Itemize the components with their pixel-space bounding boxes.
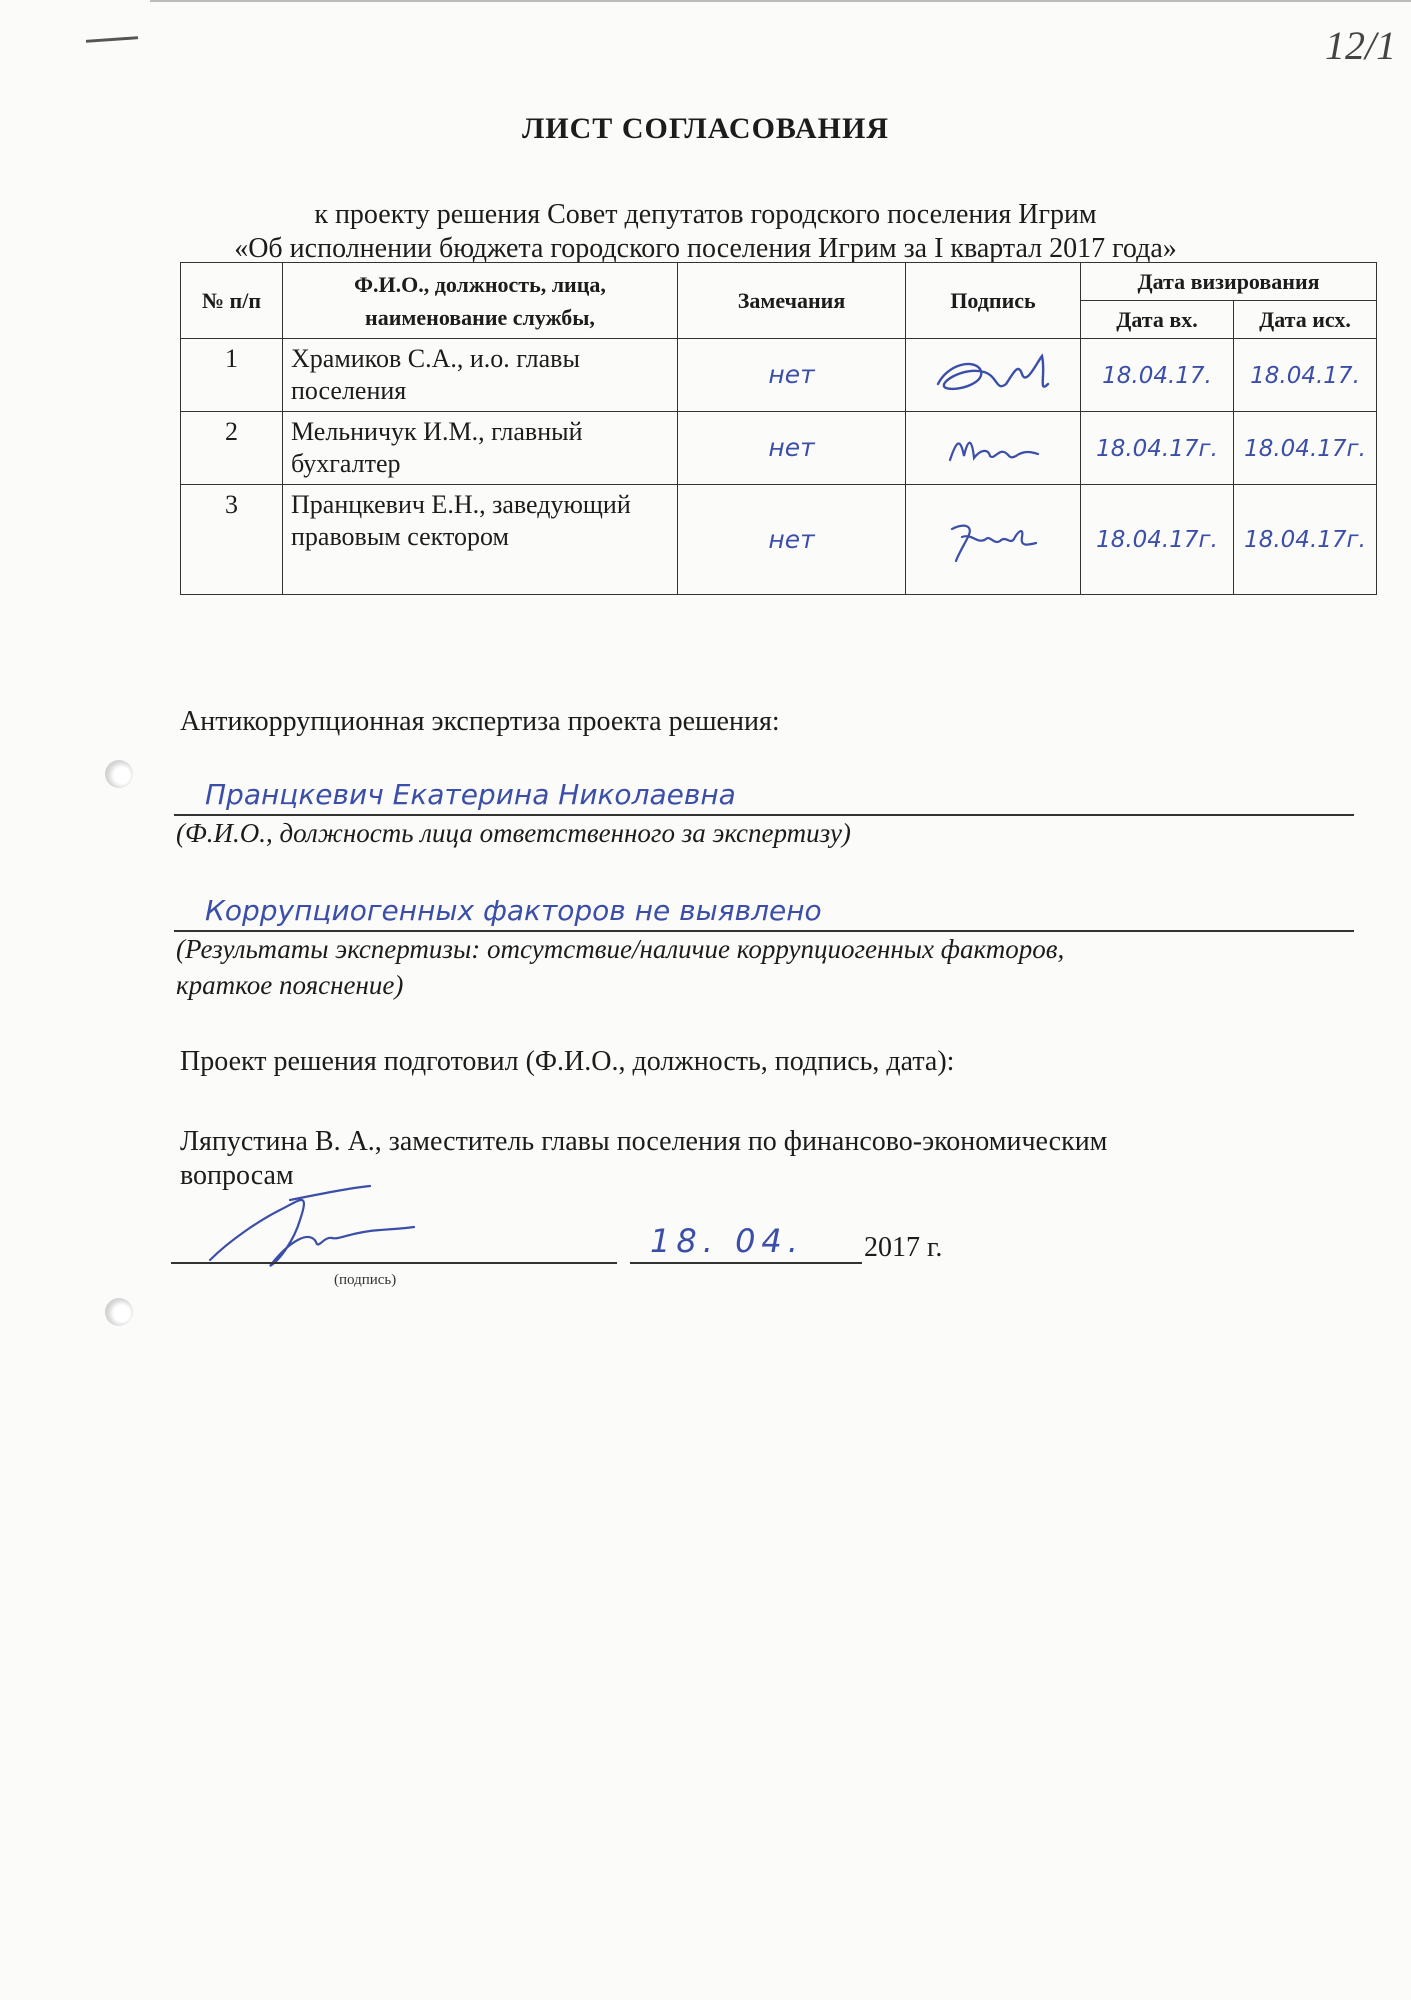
row-number: 2 — [181, 412, 283, 485]
responsible-underline — [174, 814, 1354, 816]
handwritten-date: 18. 04. — [650, 1222, 804, 1260]
corner-mark — [86, 36, 138, 43]
row-number: 1 — [181, 339, 283, 412]
approval-table — [180, 262, 1377, 595]
handwritten-remarks: нет — [768, 433, 815, 462]
prepared-person-line1: Ляпустина В. А., заместитель главы поселения по финансово-экономическим — [180, 1126, 1108, 1157]
row-remarks — [678, 485, 906, 595]
result-caption-line2: краткое пояснение) — [176, 970, 404, 1000]
page-number: 12/1 — [1325, 23, 1397, 68]
year-suffix: 2017 г. — [864, 1232, 943, 1263]
row-signature — [906, 485, 1081, 595]
header-remarks: Замечания — [678, 263, 906, 339]
punch-hole — [105, 760, 133, 788]
table-row — [181, 339, 1377, 412]
signature-icon — [938, 428, 1048, 468]
prepared-label: Проект решения подготовил (Ф.И.О., должность, подпись, дата): — [180, 1046, 955, 1077]
punch-hole — [105, 1298, 133, 1326]
document-title: ЛИСТ СОГЛАСОВАНИЯ — [521, 112, 890, 145]
handwritten-date-out: 18.04.17г. — [1244, 527, 1366, 553]
row-remarks — [678, 412, 906, 485]
date-underline — [630, 1262, 862, 1264]
handwritten-remarks: нет — [768, 360, 815, 389]
table-row — [181, 412, 1377, 485]
row-date-out — [1234, 339, 1377, 412]
row-date-out — [1234, 485, 1377, 595]
row-remarks — [678, 339, 906, 412]
handwritten-remarks: нет — [768, 524, 815, 554]
row-signature — [906, 339, 1081, 412]
handwritten-responsible: Пранцкевич Екатерина Николаевна — [205, 778, 736, 811]
header-date-group: Дата визирования — [1081, 263, 1377, 301]
handwritten-date-out: 18.04.17. — [1250, 362, 1360, 389]
table-row — [181, 485, 1377, 595]
header-name: Ф.И.О., должность, лица, наименование службы, — [283, 263, 678, 339]
row-date-in — [1081, 412, 1234, 485]
header-date-out: Дата исх. — [1234, 301, 1377, 339]
result-underline — [174, 930, 1354, 932]
row-date-in — [1081, 339, 1234, 412]
expertise-heading: Антикоррупционная экспертиза проекта решения: — [180, 706, 780, 737]
prepared-person-line2: вопросам — [180, 1160, 294, 1191]
signature-icon — [918, 344, 1068, 406]
handwritten-date-out: 18.04.17г. — [1244, 435, 1366, 462]
row-name: Мельничук И.М., главный бухгалтер — [283, 412, 678, 485]
responsible-caption: (Ф.И.О., должность лица ответственного за экспертизу) — [176, 818, 851, 848]
signature-icon — [938, 515, 1048, 565]
header-date-in: Дата вх. — [1081, 301, 1234, 339]
handwritten-date-in: 18.04.17г. — [1096, 527, 1218, 553]
row-signature — [906, 412, 1081, 485]
header-number: № п/п — [181, 263, 283, 339]
document-subtitle-line1: к проекту решения Совет депутатов городского поселения Игрим — [314, 199, 1097, 230]
row-date-in — [1081, 485, 1234, 595]
signature-underline — [171, 1262, 617, 1264]
result-caption-line1: (Результаты экспертизы: отсутствие/наличие коррупциогенных факторов, — [176, 934, 1065, 964]
row-name: Пранцкевич Е.Н., заведующий правовым сектором — [283, 485, 678, 595]
row-name: Храмиков С.А., и.о. главы поселения — [283, 339, 678, 412]
document-subtitle-line2: «Об исполнении бюджета городского поселения Игрим за I квартал 2017 года» — [234, 233, 1177, 264]
row-date-out — [1234, 412, 1377, 485]
header-signature: Подпись — [906, 263, 1081, 339]
row-number: 3 — [181, 485, 283, 595]
paper-edge — [150, 0, 1411, 2]
handwritten-date-in: 18.04.17. — [1102, 362, 1212, 389]
handwritten-date-in: 18.04.17г. — [1096, 435, 1218, 462]
signature-caption: (подпись) — [334, 1272, 397, 1288]
handwritten-result: Коррупциогенных факторов не выявлено — [205, 894, 822, 927]
table-header-row — [181, 263, 1377, 301]
